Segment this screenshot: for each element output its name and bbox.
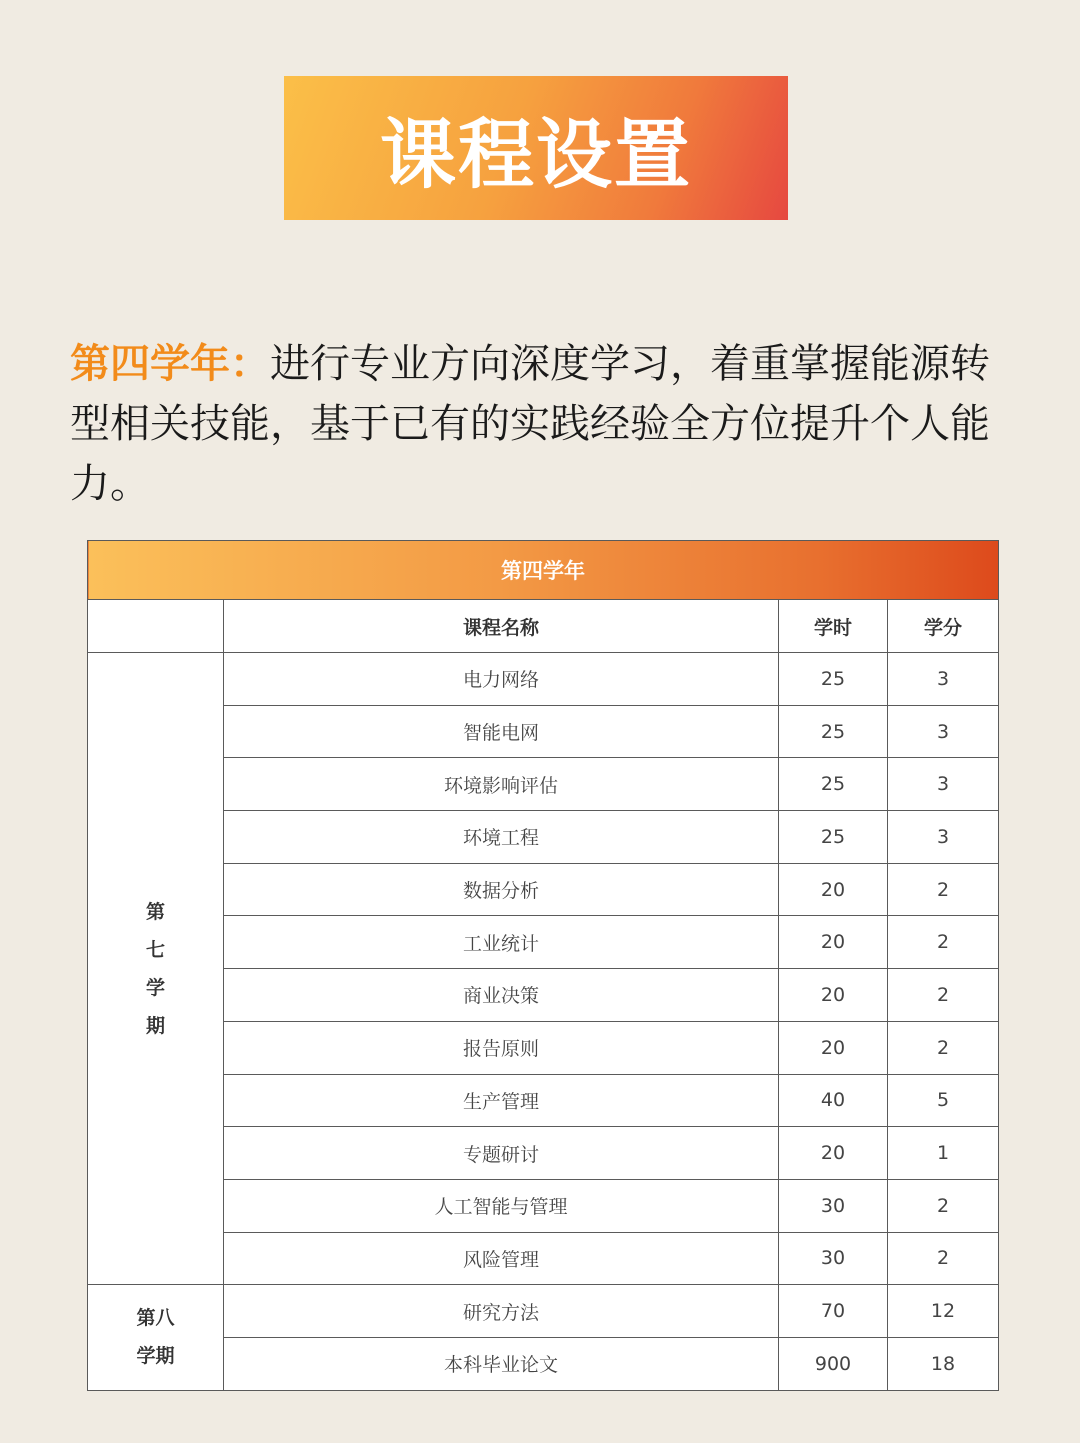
header-hours: 学时 <box>779 600 888 653</box>
course-credits-cell: 5 <box>888 1074 999 1127</box>
course-credits-cell: 2 <box>888 863 999 916</box>
course-name-cell: 人工智能与管理 <box>224 1179 779 1232</box>
table-row <box>88 1232 999 1285</box>
header-blank <box>88 600 224 653</box>
table-row <box>88 705 999 758</box>
course-name-cell: 环境影响评估 <box>224 758 779 811</box>
table-column-header-row <box>88 600 999 653</box>
table-row <box>88 811 999 864</box>
course-hours-cell: 30 <box>779 1179 888 1232</box>
table-row <box>88 1337 999 1390</box>
course-name-cell: 专题研讨 <box>224 1127 779 1180</box>
course-name-cell: 电力网络 <box>224 653 779 706</box>
header-course-name: 课程名称 <box>224 600 779 653</box>
course-hours-cell: 25 <box>779 811 888 864</box>
course-name-cell: 数据分析 <box>224 863 779 916</box>
table-row <box>88 1285 999 1338</box>
course-name-cell: 工业统计 <box>224 916 779 969</box>
table-row <box>88 653 999 706</box>
intro-paragraph <box>70 334 1010 514</box>
intro-highlight: 第四学年： <box>70 341 270 387</box>
term-label-line: 期 <box>145 1014 165 1037</box>
course-name-cell: 风险管理 <box>224 1232 779 1285</box>
course-name-cell: 研究方法 <box>224 1285 779 1338</box>
course-credits-cell: 12 <box>888 1285 999 1338</box>
course-credits-cell: 2 <box>888 969 999 1022</box>
term-label-line: 学期 <box>136 1345 175 1368</box>
intro-text: 进行专业方向深度学习，着重掌握能源转型相关技能，基于已有的实践经验全方位提升个人能力。 <box>70 341 990 507</box>
term-label-cell <box>88 1285 224 1390</box>
course-name-cell: 商业决策 <box>224 969 779 1022</box>
table-row <box>88 1127 999 1180</box>
course-hours-cell: 900 <box>779 1337 888 1390</box>
term-label <box>88 1299 223 1375</box>
course-credits-cell: 1 <box>888 1127 999 1180</box>
course-hours-cell: 25 <box>779 758 888 811</box>
course-credits-cell: 3 <box>888 758 999 811</box>
table-row <box>88 863 999 916</box>
table-row <box>88 969 999 1022</box>
course-hours-cell: 70 <box>779 1285 888 1338</box>
course-name-cell: 环境工程 <box>224 811 779 864</box>
table-row <box>88 1074 999 1127</box>
course-credits-cell: 3 <box>888 705 999 758</box>
course-name-cell: 本科毕业论文 <box>224 1337 779 1390</box>
table-year-header-row <box>88 541 999 600</box>
course-credits-cell: 3 <box>888 811 999 864</box>
term-label-line: 第 <box>145 900 165 923</box>
term-label-cell <box>88 653 224 1285</box>
header-credits: 学分 <box>888 600 999 653</box>
year-title: 第四学年 <box>88 541 999 600</box>
term-label-line: 七 <box>145 938 165 961</box>
title-banner <box>284 76 788 220</box>
term-label <box>88 893 223 1045</box>
course-hours-cell: 30 <box>779 1232 888 1285</box>
course-hours-cell: 40 <box>779 1074 888 1127</box>
table-row <box>88 916 999 969</box>
course-hours-cell: 20 <box>779 969 888 1022</box>
course-credits-cell: 3 <box>888 653 999 706</box>
course-hours-cell: 20 <box>779 916 888 969</box>
course-hours-cell: 20 <box>779 1021 888 1074</box>
course-credits-cell: 2 <box>888 1021 999 1074</box>
course-credits-cell: 2 <box>888 1179 999 1232</box>
table-row <box>88 1179 999 1232</box>
term-label-line: 学 <box>145 976 165 999</box>
course-hours-cell: 25 <box>779 653 888 706</box>
course-hours-cell: 20 <box>779 1127 888 1180</box>
course-table <box>87 540 999 1391</box>
course-hours-cell: 25 <box>779 705 888 758</box>
course-credits-cell: 2 <box>888 916 999 969</box>
course-name-cell: 报告原则 <box>224 1021 779 1074</box>
course-credits-cell: 2 <box>888 1232 999 1285</box>
course-credits-cell: 18 <box>888 1337 999 1390</box>
page-title: 课程设置 <box>380 109 692 199</box>
term-label-line: 第八 <box>136 1307 175 1330</box>
table-row <box>88 758 999 811</box>
course-name-cell: 生产管理 <box>224 1074 779 1127</box>
course-hours-cell: 20 <box>779 863 888 916</box>
table-row <box>88 1021 999 1074</box>
course-name-cell: 智能电网 <box>224 705 779 758</box>
